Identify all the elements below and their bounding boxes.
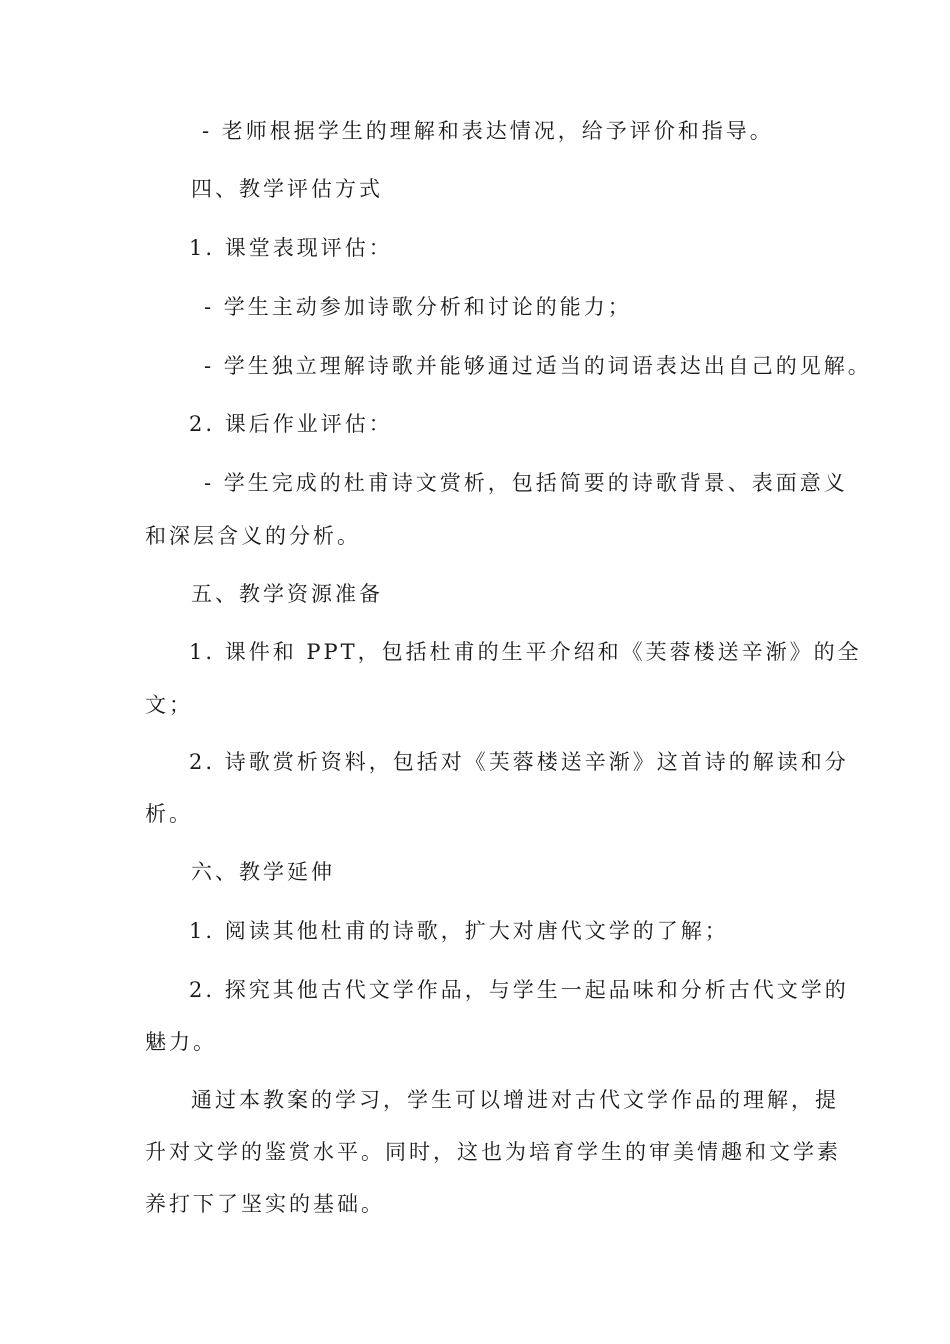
item-explore-works: 2. 探究其他古代文学作品，与学生一起品味和分析古代文学的	[189, 978, 849, 1002]
item-poetry-materials-cont: 析。	[145, 802, 193, 826]
bullet-participation: - 学生主动参加诗歌分析和讨论的能力；	[204, 295, 632, 319]
bullet-teacher-evaluation: - 老师根据学生的理解和表达情况，给予评价和指导。	[202, 119, 774, 143]
section-heading-assessment: 四、教学评估方式	[191, 177, 383, 201]
item-homework-assessment: 2. 课后作业评估：	[189, 412, 393, 436]
conclusion-line-2: 升对文学的鉴赏水平。同时，这也为培育学生的审美情趣和文学素	[145, 1140, 841, 1164]
item-poetry-materials: 2. 诗歌赏析资料，包括对《芙蓉楼送辛渐》这首诗的解读和分	[189, 750, 849, 774]
item-explore-works-cont: 魅力。	[145, 1030, 217, 1054]
bullet-appreciation-task-cont: 和深层含义的分析。	[145, 524, 361, 548]
conclusion-line-3: 养打下了坚实的基础。	[145, 1192, 385, 1216]
item-read-other-poems: 1. 阅读其他杜甫的诗歌，扩大对唐代文学的了解；	[189, 919, 729, 943]
item-courseware-cont: 文；	[145, 693, 193, 717]
section-heading-extension: 六、教学延伸	[191, 860, 335, 884]
bullet-appreciation-task: - 学生完成的杜甫诗文赏析，包括简要的诗歌背景、表面意义	[204, 471, 848, 495]
bullet-independent-understanding: - 学生独立理解诗歌并能够通过适当的词语表达出自己的见解。	[204, 354, 872, 378]
item-courseware: 1. 课件和 PPT，包括杜甫的生平介绍和《芙蓉楼送辛渐》的全	[189, 640, 862, 664]
conclusion-line-1: 通过本教案的学习，学生可以增进对古代文学作品的理解，提	[191, 1088, 839, 1112]
section-heading-resources: 五、教学资源准备	[191, 582, 383, 606]
item-classroom-assessment: 1. 课堂表现评估：	[189, 236, 393, 260]
